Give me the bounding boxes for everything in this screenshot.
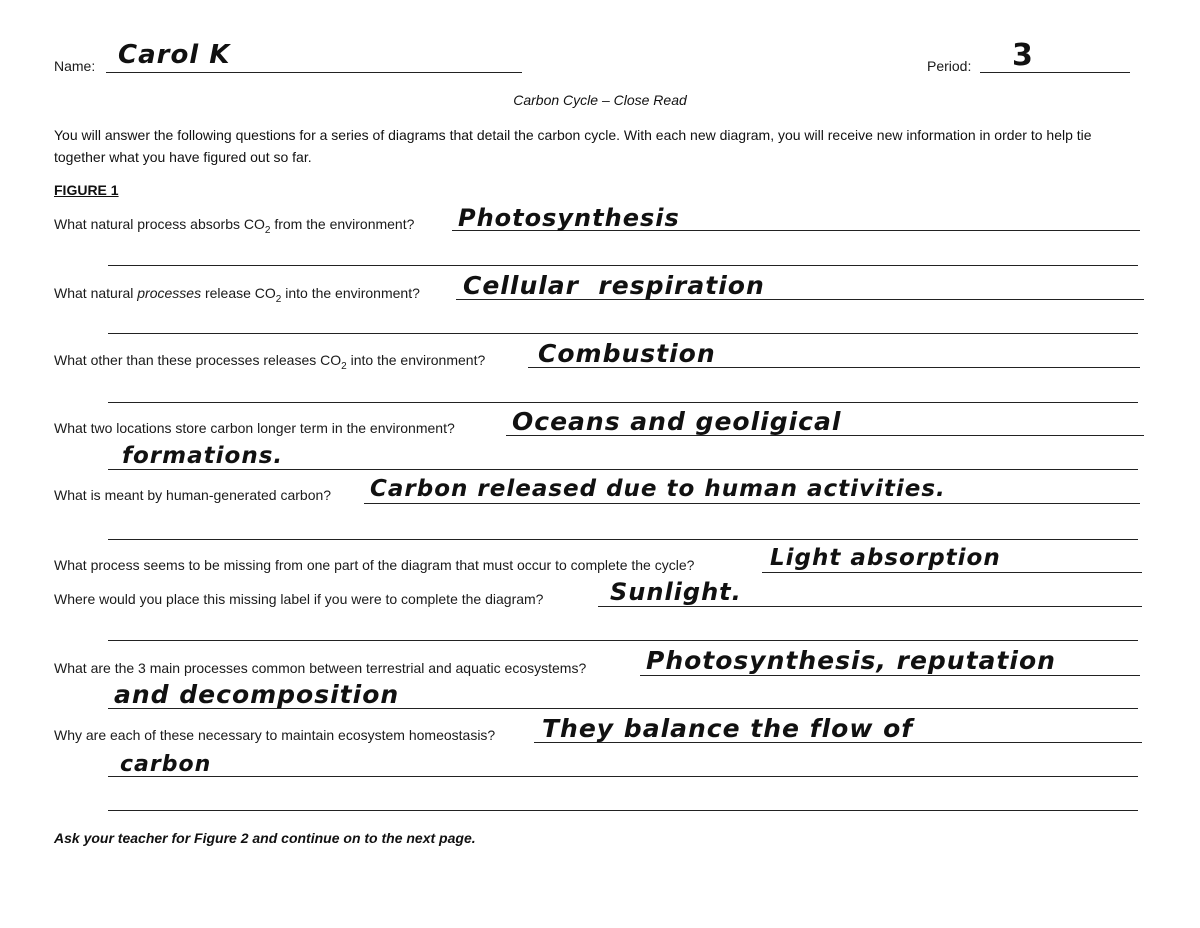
answer-line bbox=[108, 469, 1138, 470]
question-8: What are the 3 main processes common between terrestrial and aquatic ecosystems? bbox=[54, 660, 587, 676]
figure-heading: FIGURE 1 bbox=[54, 182, 119, 198]
instructions: You will answer the following questions for a series of diagrams that detail the carbon cycle. With each new diagram, you will receive new information in order to help tie together what you have figured out so far. bbox=[54, 127, 1092, 165]
answer-5[interactable]: Carbon released due to human activities. bbox=[370, 476, 946, 502]
period-line bbox=[980, 72, 1130, 73]
answer-9[interactable]: They balance the flow of bbox=[542, 714, 914, 743]
period-value[interactable]: 3 bbox=[1012, 38, 1034, 73]
answer-8-continued[interactable]: and decomposition bbox=[114, 680, 400, 709]
question-5: What is meant by human-generated carbon? bbox=[54, 487, 332, 503]
answer-line bbox=[364, 503, 1140, 504]
answer-3[interactable]: Combustion bbox=[538, 339, 716, 368]
answer-line bbox=[108, 539, 1138, 540]
answer-line bbox=[108, 810, 1138, 811]
answer-line bbox=[108, 640, 1138, 641]
question-9: Why are each of these necessary to maintain ecosystem homeostasis? bbox=[54, 727, 496, 743]
question-7: Where would you place this missing label if you were to complete the diagram? bbox=[54, 591, 544, 607]
answer-7[interactable]: Sunlight. bbox=[610, 578, 742, 606]
answer-line bbox=[762, 572, 1142, 573]
period-label: Period: bbox=[927, 58, 972, 74]
answer-4-continued[interactable]: formations. bbox=[122, 443, 284, 469]
answer-line bbox=[108, 776, 1138, 777]
answer-line bbox=[108, 402, 1138, 403]
name-label: Name: bbox=[54, 58, 96, 74]
footer-instruction: Ask your teacher for Figure 2 and continue on to the next page. bbox=[54, 830, 476, 846]
answer-line bbox=[108, 333, 1138, 334]
question-3: What other than these processes releases $CO_2$ into the environment? bbox=[54, 352, 486, 372]
question-6: What process seems to be missing from one part of the diagram that must occur to complete the cycle? bbox=[54, 557, 695, 573]
name-line bbox=[106, 72, 522, 73]
answer-6[interactable]: Light absorption bbox=[770, 545, 1001, 571]
answer-1[interactable]: Photosynthesis bbox=[458, 204, 680, 232]
question-2: What natural processes release $CO_2$ into the environment? bbox=[54, 285, 420, 305]
name-value[interactable]: Carol K bbox=[118, 40, 231, 70]
answer-9-continued[interactable]: carbon bbox=[120, 752, 212, 777]
question-4: What two locations store carbon longer term in the environment? bbox=[54, 420, 455, 436]
answer-line bbox=[640, 675, 1140, 676]
answer-line bbox=[108, 265, 1138, 266]
answer-line bbox=[598, 606, 1142, 607]
answer-8[interactable]: Photosynthesis, reputation bbox=[646, 646, 1056, 675]
answer-4[interactable]: Oceans and geoligical bbox=[512, 407, 842, 436]
question-1: What natural process absorbs $CO_2$ from the environment? bbox=[54, 216, 415, 236]
answer-2[interactable]: Cellular respiration bbox=[463, 271, 765, 300]
page-title: Carbon Cycle – Close Read bbox=[513, 92, 687, 108]
